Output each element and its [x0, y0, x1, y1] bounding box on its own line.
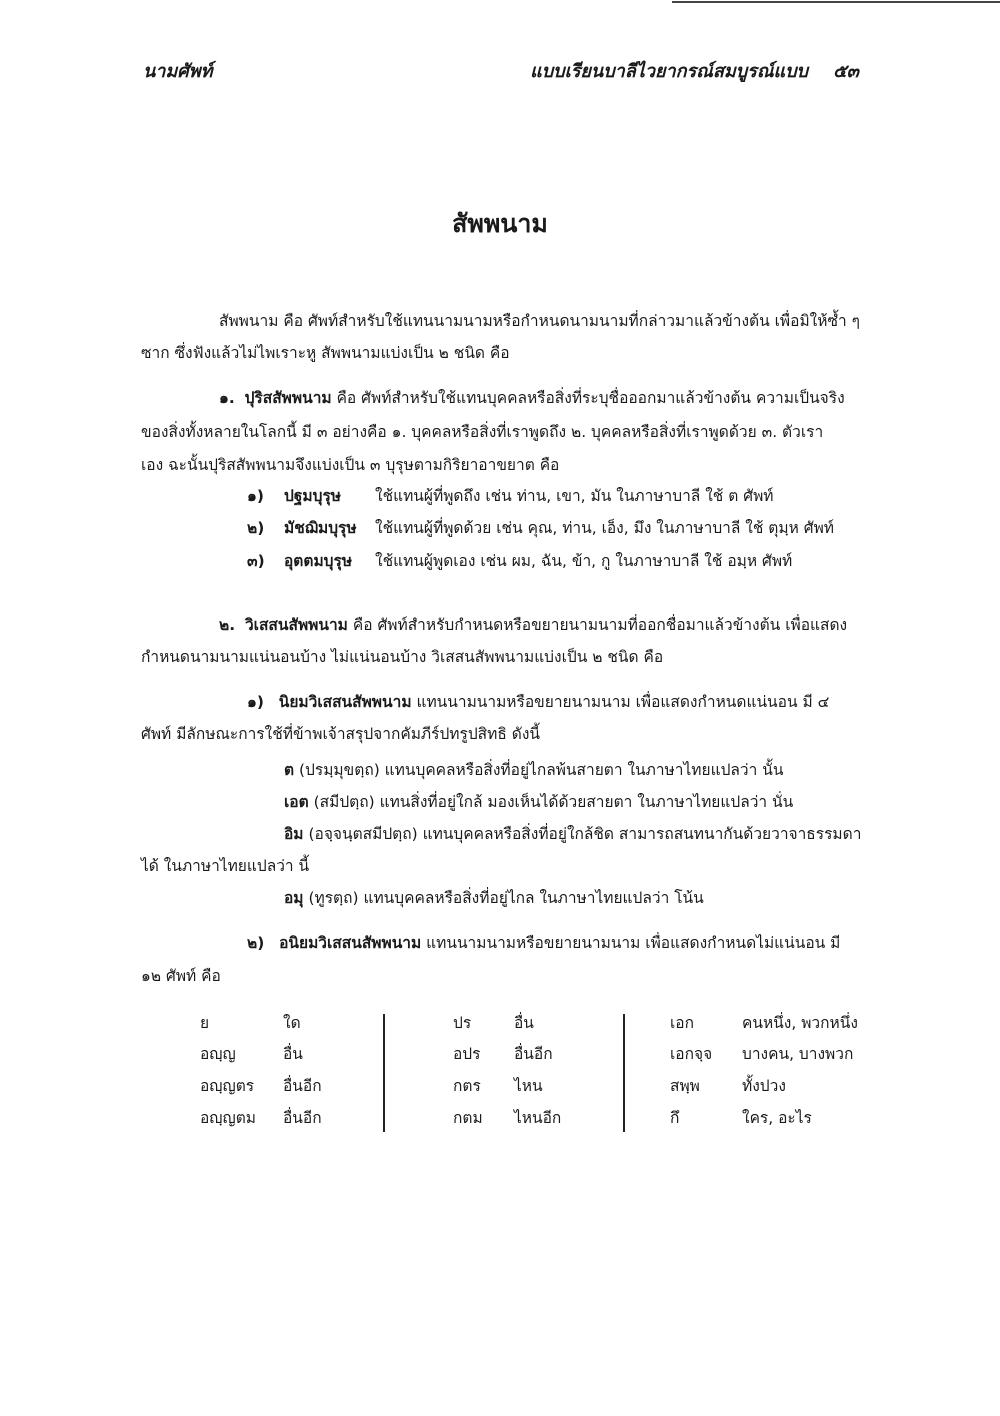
entry-ima-text: (อจฺจนฺตสมีปตฺถ) แทนบุคคลหรือสิ่งที่อยู่ใกล้ชิด สามารถสนทนากันด้วยวาจาธรรมดา: [303, 825, 862, 843]
intro-line-1: สัพพนาม คือ ศัพท์สำหรับใช้แทนนามนามหรือกำหนดนามนามที่กล่าวมาแล้วข้างต้น เพื่อมิให้ซ้ำ ๆ: [219, 312, 860, 330]
intro-line-2: ซาก ซึ่งฟังแล้วไม่ไพเราะหู สัพพนามแบ่งเป็น ๒ ชนิด คือ: [141, 344, 510, 362]
sub1-label: นิยมวิเสสนสัพพนาม: [278, 693, 412, 711]
table-thai-meaning: ไหน: [514, 1077, 543, 1095]
section1-item-2-desc: ใช้แทนผู้ที่พูดด้วย เช่น คุณ, ท่าน, เอ็ง, มึง ในภาษาบาลี ใช้ ตุมฺห ศัพท์: [375, 519, 834, 537]
section2-line-1: [219, 614, 847, 636]
table-pali-word: อญฺญตม: [200, 1109, 257, 1127]
running-header-left: นามศัพท์: [143, 61, 213, 82]
book-title: แบบเรียนบาลีไวยากรณ์สมบูรณ์แบบ: [530, 61, 808, 82]
table-thai-meaning: อื่น: [514, 1014, 534, 1032]
table-pali-word: ปร: [453, 1014, 472, 1032]
section2-number: ๒.: [219, 616, 236, 634]
running-header-right: [530, 60, 859, 84]
table-pali-word: ย: [200, 1014, 210, 1032]
table-pali-word: อปร: [453, 1045, 481, 1063]
section2-line-2: กำหนดนามนามแน่นอนบ้าง ไม่แน่นอนบ้าง วิเสสนสัพพนามแบ่งเป็น ๒ ชนิด คือ: [141, 648, 664, 666]
entry-ima: [284, 823, 861, 845]
section2-sub2-line-2: ๑๒ ศัพท์ คือ: [141, 967, 221, 985]
table-thai-meaning: คนหนึ่ง, พวกหนึ่ง: [742, 1014, 858, 1032]
section1-item-3-number: ๓): [247, 552, 265, 570]
section1-line-3: เอง ฉะนั้นปุริสสัพพนามจึงแบ่งเป็น ๓ บุรุษตามกิริยาอาขยาต คือ: [141, 456, 560, 474]
table-pali-word: กตร: [453, 1077, 481, 1095]
section1-line-2: ของสิ่งทั้งหลายในโลกนี้ มี ๓ อย่างคือ ๑. บุคคลหรือสิ่งที่เราพูดถึง ๒. บุคคลหรือสิ่งที่เราพูดด้วย ๓. ตัวเรา: [141, 423, 824, 441]
entry-ima-word: อิม: [284, 825, 304, 843]
section1-item-1-number: ๑): [247, 487, 264, 505]
table-thai-meaning: บางคน, บางพวก: [742, 1045, 854, 1063]
entry-ta-word: ต: [284, 761, 295, 779]
entry-amu-text: (ทูรตฺถ) แทนบุคคลหรือสิ่งที่อยู่ไกล ในภาษาไทยแปลว่า โน้น: [303, 889, 704, 907]
table-thai-meaning: อื่นอีก: [514, 1045, 553, 1063]
table-thai-meaning: ไหนอีก: [514, 1109, 562, 1127]
section2-line1-rest: คือ ศัพท์สำหรับกำหนดหรือขยายนามนามที่ออกชื่อมาแล้วข้างต้น เพื่อแสดง: [347, 616, 848, 634]
entry-amu-word: อมุ: [284, 889, 304, 907]
table-thai-meaning: ใคร, อะไร: [742, 1109, 812, 1127]
section1-line-1: [219, 387, 845, 409]
section1-number: ๑.: [219, 389, 235, 407]
entry-eta: [284, 791, 793, 813]
table-pali-word: กตม: [453, 1109, 483, 1127]
entry-amu: [284, 887, 704, 909]
table-thai-meaning: ใด: [283, 1014, 301, 1032]
section1-line1-rest: คือ ศัพท์สำหรับใช้แทนบุคคลหรือสิ่งที่ระบุชื่อออกมาแล้วข้างต้น ความเป็นจริง: [331, 389, 845, 407]
section1-item-3-label: อุตตมบุรุษ: [284, 552, 353, 570]
table-pali-word: เอก: [670, 1014, 694, 1032]
section1-item-2-label: มัชฌิมบุรุษ: [284, 519, 357, 537]
table-pali-word: อญฺญ: [200, 1045, 236, 1063]
table-divider-1: [383, 1014, 385, 1132]
section2-term: วิเสสนสัพพนาม: [244, 616, 348, 634]
table-thai-meaning: อื่นอีก: [283, 1077, 322, 1095]
section2-sub1-line-2: ศัพท์ มีลักษณะการใช้ที่ข้าพเจ้าสรุปจากคัมภีร์ปทรูปสิทธิ ดังนี้: [141, 725, 540, 743]
sub2-number: ๒): [247, 934, 265, 952]
page-title: สัพพนาม: [452, 209, 548, 238]
section1-item-2-number: ๒): [247, 519, 265, 537]
table-thai-meaning: อื่น: [283, 1045, 303, 1063]
table-thai-meaning: ทั้งปวง: [742, 1077, 786, 1095]
table-pali-word: อญฺญตร: [200, 1077, 255, 1095]
section1-item-1-label: ปฐมบุรุษ: [284, 487, 341, 505]
sub1-rest: แทนนามนามหรือขยายนามนาม เพื่อแสดงกำหนดแน่นอน มี ๔: [411, 693, 830, 711]
page-number: ๕๓: [833, 61, 859, 82]
table-pali-word: กึ: [670, 1109, 680, 1127]
table-pali-word: สพฺพ: [670, 1077, 700, 1095]
table-thai-meaning: อื่นอีก: [283, 1109, 322, 1127]
sub2-label: อนิยมวิเสสนสัพพนาม: [279, 934, 422, 952]
section2-sub2-line-1: [247, 932, 840, 954]
sub2-rest: แทนนามนามหรือขยายนามนาม เพื่อแสดงกำหนดไม่แน่นอน มี: [421, 934, 841, 952]
section1-item-1-desc: ใช้แทนผู้ที่พูดถึง เช่น ท่าน, เขา, มัน ในภาษาบาลี ใช้ ต ศัพท์: [375, 487, 774, 505]
section1-term: ปุริสสัพพนาม: [244, 389, 332, 407]
section2-sub1-line-1: [247, 691, 829, 713]
table-divider-2: [623, 1014, 625, 1132]
entry-ta-text: (ปรมฺมุขตฺถ) แทนบุคคลหรือสิ่งที่อยู่ไกลพ้นสายตา ในภาษาไทยแปลว่า นั้น: [294, 761, 784, 779]
entry-ta: [284, 759, 783, 781]
sub1-number: ๑): [247, 693, 264, 711]
entry-eta-text: (สมีปตฺถ) แทนสิ่งที่อยู่ใกล้ มองเห็นได้ด้วยสายตา ในภาษาไทยแปลว่า นั่น: [308, 793, 794, 811]
section1-item-3-desc: ใช้แทนผู้พูดเอง เช่น ผม, ฉัน, ข้า, กู ในภาษาบาลี ใช้ อมฺห ศัพท์: [375, 552, 793, 570]
entry-ima-continuation: ได้ ในภาษาไทยแปลว่า นี้: [141, 857, 310, 875]
top-edge-line: [672, 1, 1000, 3]
table-pali-word: เอกจฺจ: [670, 1045, 713, 1063]
entry-eta-word: เอต: [284, 793, 309, 811]
